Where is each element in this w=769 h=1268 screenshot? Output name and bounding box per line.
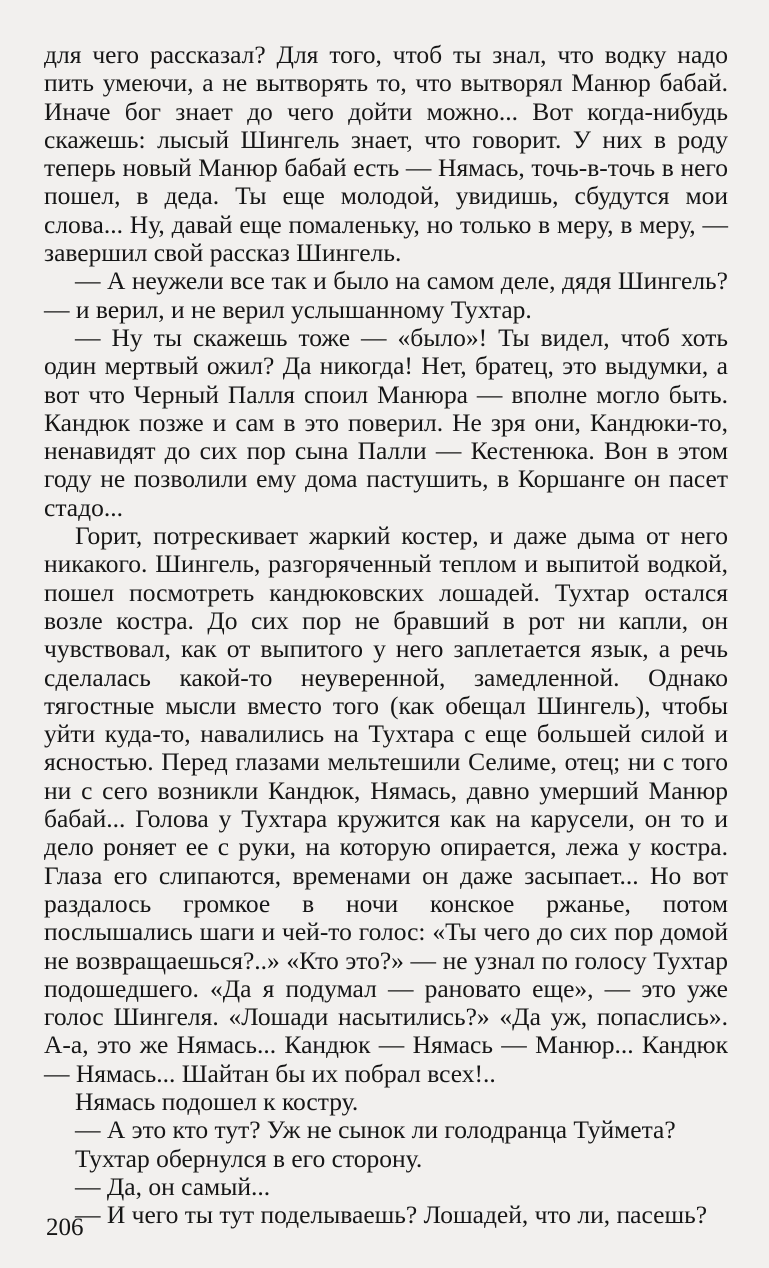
- paragraph: — А неужели все так и было на самом деле, дядя Шингель? — и верил, и не верил услышанному Тухтар.: [44, 266, 728, 324]
- text-block: [44, 41, 728, 1229]
- paragraph: — И чего ты тут поделываешь? Лошадей, что ли, пасешь?: [75, 1200, 708, 1230]
- paragraph: — А это кто тут? Уж не сынок ли голодранца Туймета?: [75, 1115, 676, 1145]
- paragraph: Горит, потрескивает жаркий костер, и даже дыма от него никакого. Шингель, разгоряченный теплом и выпитой водкой, пошел посмотреть кандюковских лошадей. Тухтар остался возле костра. До сих пор не бравший в рот ни капли, он чувствовал, как от выпитого у него заплетается язык, а речь сделалась какой-то неуверенной, замедленной. Однако тягостные мысли вместо того (как обещал Шингель), чтобы уйти куда-то, навалились на Тухтара с еще большей силой и ясностью. Перед глазами мельтешили Селиме, отец; ни с того ни с сего возникли Кандюк, Нямась, давно умерший Манюр бабай... Голова у Тухтара кружится как на карусели, он то и дело роняет ее с руки, на которую опирается, лежа у костра. Глаза его слипаются, временами он даже засыпает... Но вот раздалось громкое в ночи конское ржанье, потом послышались шаги и чей-то голос: «Ты чего до сих пор домой не возвращаешься?..» «Кто это?» — не узнал по голосу Тухтар подошедшего. «Да я подумал — рановато еще», — это уже голос Шингеля. «Лошади насытились?» «Да уж, попаслись». А-а, это же Нямась... Кандюк — Нямась — Манюр... Кандюк — Нямась... Шайтан бы их побрал всех!..: [44, 521, 728, 1088]
- paragraph: — Ну ты скажешь тоже — «было»! Ты видел, чтоб хоть один мертвый ожил? Да никогда! Нет, братец, это выдумки, а вот что Черный Палля споил Манюра — вполне могло быть. Кандюк позже и сам в это поверил. Не зря они, Кандюки-то, ненавидят до сих пор сына Палли — Кестенюка. Вон в этом году не позволили ему дома пастушить, в Коршанге он пасет стадо...: [44, 322, 728, 522]
- paragraph: — Да, он самый...: [75, 1171, 271, 1201]
- paragraph: Тухтар обернулся в его сторону.: [75, 1143, 423, 1173]
- paragraph: для чего рассказал? Для того, чтоб ты знал, что водку надо пить умеючи, а не вытворять то, что вытворял Манюр бабай. Иначе бог знает до чего дойти можно... Вот когда-нибудь скажешь: лысый Шингель знает, что говорит. У них в роду теперь новый Манюр бабай есть — Нямась, точь-в-точь в него пошел, в деда. Ты еще молодой, увидишь, сбудутся мои слова... Ну, давай еще помаленьку, но только в меру, в меру, — завершил свой рассказ Шингель.: [44, 40, 728, 268]
- paragraph: Нямась подошел к костру.: [75, 1086, 359, 1116]
- page-number: 206: [46, 1214, 84, 1241]
